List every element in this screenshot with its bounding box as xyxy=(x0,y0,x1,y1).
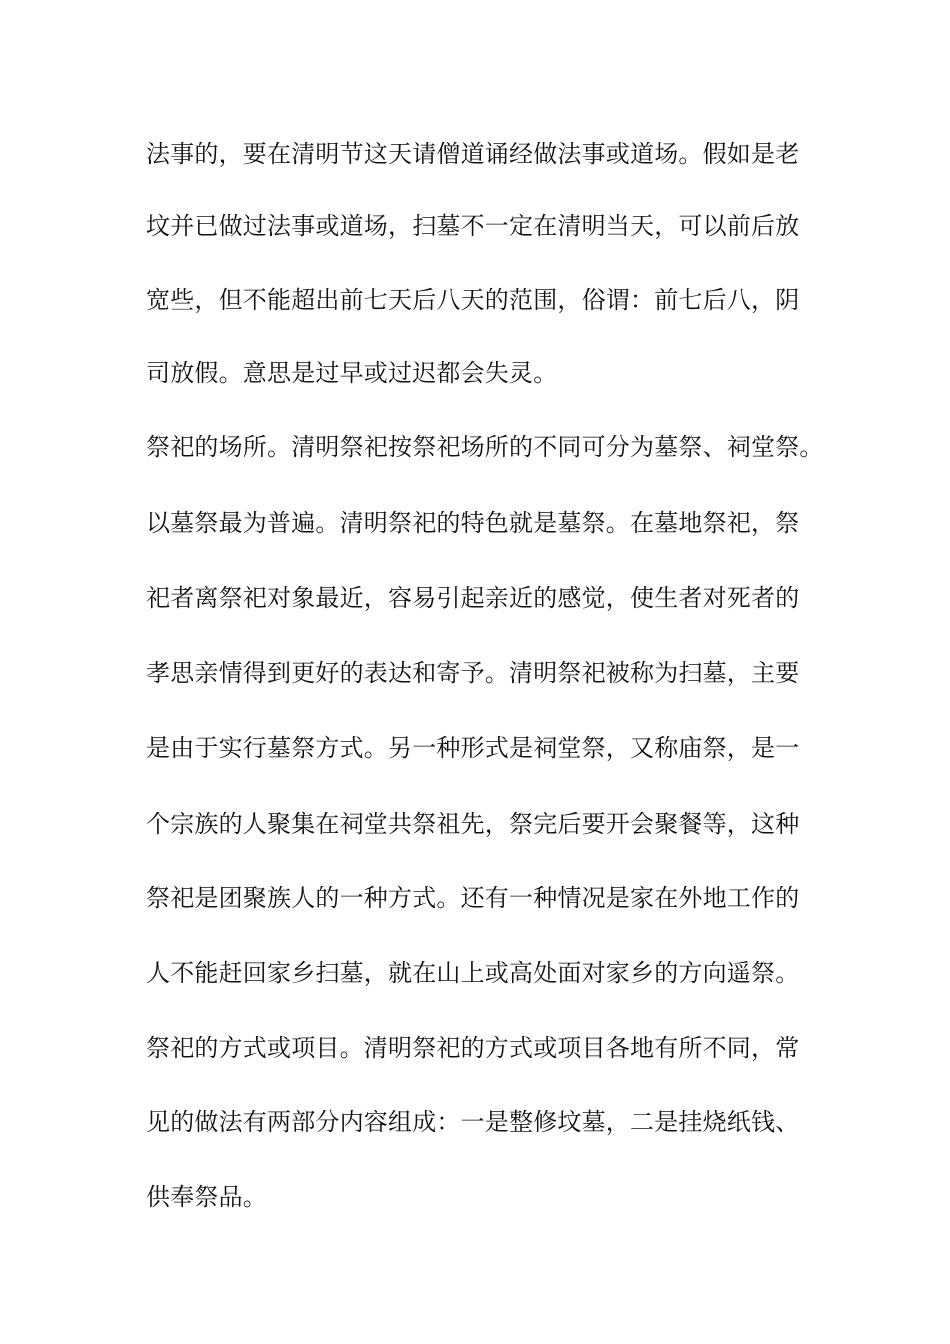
text-line: 宽些，但不能超出前七天后八天的范围，俗谓：前七后八，阴 xyxy=(146,286,800,314)
text-line: 见的做法有两部分内容组成：一是整修坟墓，二是挂烧纸钱、 xyxy=(146,1108,800,1136)
text-line: 法事的，要在清明节这天请僧道诵经做法事或道场。假如是老 xyxy=(146,140,800,168)
text-line: 供奉祭品。 xyxy=(146,1183,267,1211)
text-line: 司放假。意思是过早或过迟都会失灵。 xyxy=(146,359,558,387)
text-line: 是由于实行墓祭方式。另一种形式是祠堂祭，又称庙祭，是一 xyxy=(146,734,800,762)
text-line: 个宗族的人聚集在祠堂共祭祖先，祭完后要开会聚餐等，这种 xyxy=(146,810,800,838)
text-line: 以墓祭最为普遍。清明祭祀的特色就是墓祭。在墓地祭祀，祭 xyxy=(146,509,800,537)
text-line: 人不能赶回家乡扫墓，就在山上或高处面对家乡的方向遥祭。 xyxy=(146,959,800,987)
text-line: 孝思亲情得到更好的表达和寄予。清明祭祀被称为扫墓，主要 xyxy=(146,659,800,687)
text-line: 祀者离祭祀对象最近，容易引起亲近的感觉，使生者对死者的 xyxy=(146,584,800,612)
text-line: 祭祀是团聚族人的一种方式。还有一种情况是家在外地工作的 xyxy=(146,884,800,912)
text-line: 祭祀的场所。清明祭祀按祭祀场所的不同可分为墓祭、祠堂祭。 xyxy=(146,433,824,461)
text-line: 坟并已做过法事或道场，扫墓不一定在清明当天，可以前后放 xyxy=(146,212,800,240)
text-line: 祭祀的方式或项目。清明祭祀的方式或项目各地有所不同，常 xyxy=(146,1034,800,1062)
